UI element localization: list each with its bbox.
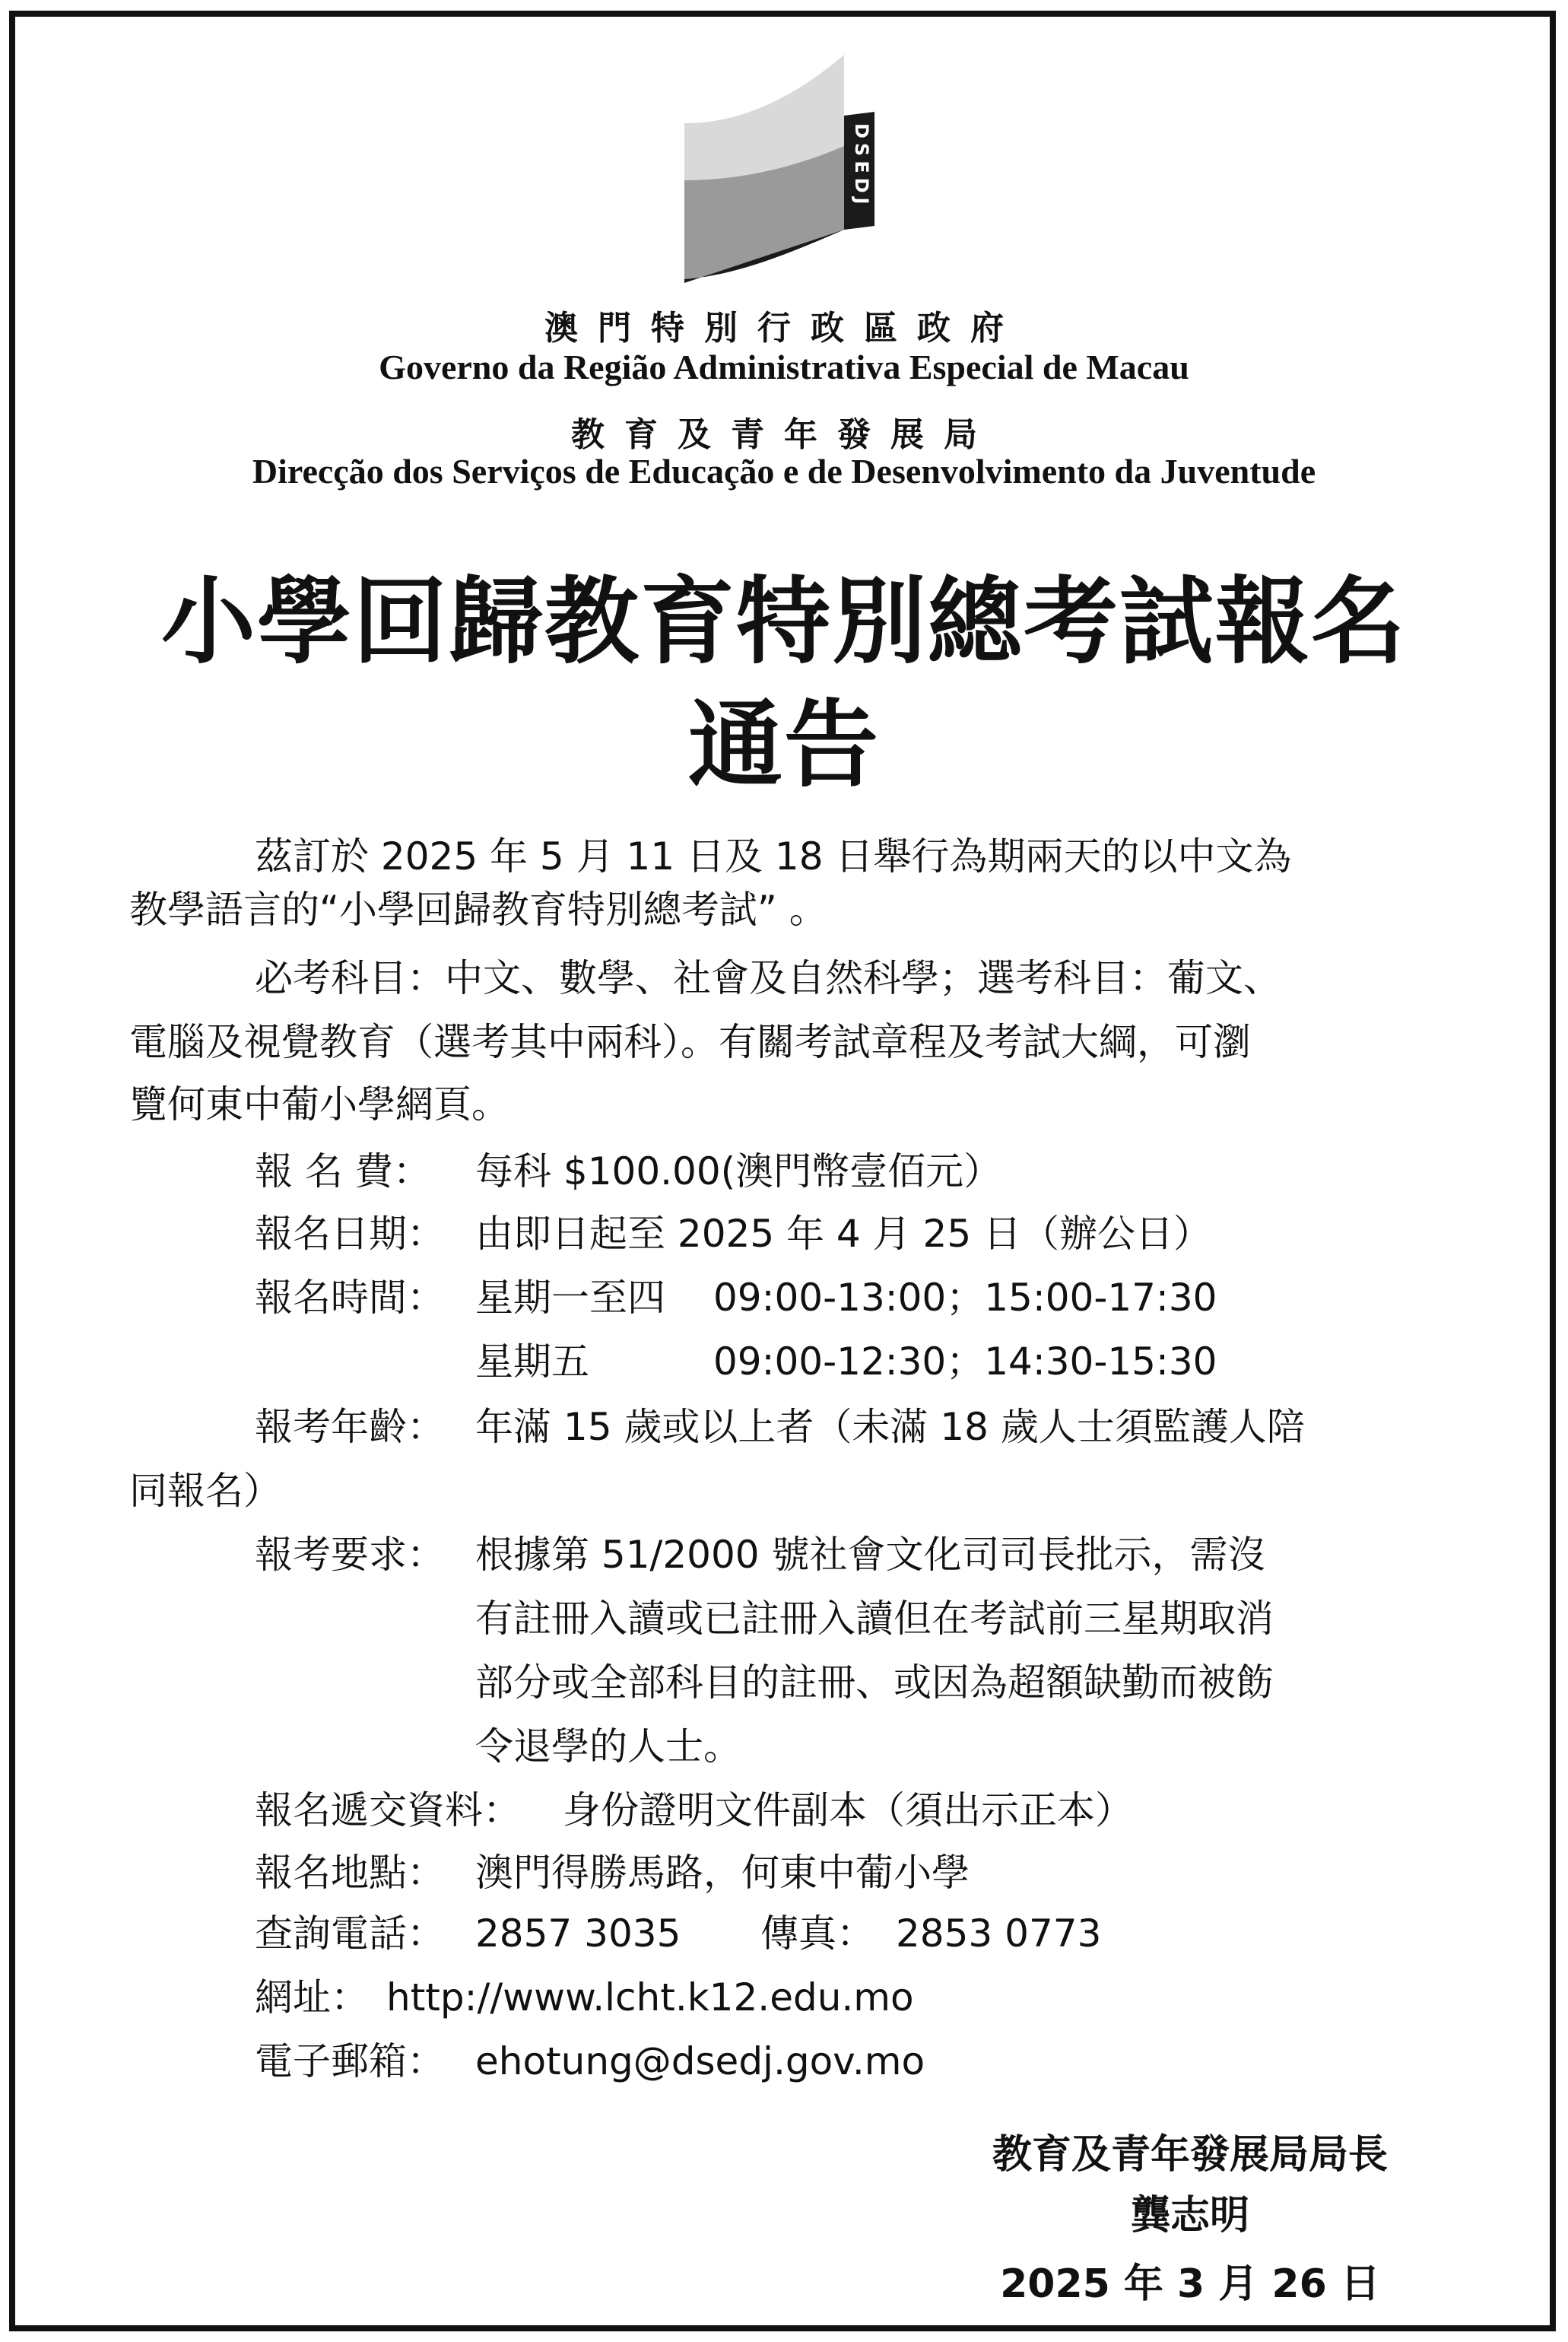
subjects-line-3: 覽何東中葡小學網頁。 bbox=[129, 1082, 509, 1127]
intro-line-2: 教學語言的“小學回歸教育特別總考試” 。 bbox=[129, 888, 827, 932]
documents-label: 報名遞交資料： bbox=[255, 1788, 521, 1832]
intro-line-1: 茲訂於 2025 年 5 月 11 日及 18 日舉行為期兩天的以中文為 bbox=[255, 834, 1292, 879]
age-value-line-2: 同報名） bbox=[129, 1469, 281, 1513]
time-days-weekday: 星期一至四 bbox=[475, 1276, 665, 1320]
date-label: 報名日期： bbox=[255, 1212, 445, 1256]
email-label: 電子郵箱： bbox=[255, 2039, 445, 2083]
signatory-name: 龔志明 bbox=[1130, 2193, 1249, 2239]
phone-label: 查詢電話： bbox=[255, 1911, 445, 1956]
signatory-office: 教育及青年發展局局長 bbox=[992, 2132, 1388, 2178]
place-label: 報名地點： bbox=[255, 1851, 445, 1895]
gov-name-zh: 澳門特別行政區政府 bbox=[544, 309, 1024, 348]
requirements-label: 報考要求： bbox=[255, 1533, 445, 1577]
requirements-line-4: 令退學的人士。 bbox=[475, 1724, 741, 1768]
time-label: 報名時間： bbox=[255, 1276, 445, 1320]
dsedj-logo-icon bbox=[684, 55, 905, 283]
subjects-line-1: 必考科目：中文、數學、社會及自然科學；選考科目：葡文、 bbox=[255, 956, 1281, 1000]
requirements-line-3: 部分或全部科目的註冊、或因為超額缺勤而被飭 bbox=[475, 1660, 1274, 1705]
fax-value: 2853 0773 bbox=[896, 1911, 1102, 1956]
requirements-line-2: 有註冊入讀或已註冊入讀但在考試前三星期取消 bbox=[475, 1597, 1274, 1641]
time-days-friday: 星期五 bbox=[475, 1339, 589, 1384]
time-hours-friday: 09:00-12:30；14:30-15:30 bbox=[713, 1339, 1217, 1384]
subjects-line-2: 電腦及視覺教育（選考其中兩科）。有關考試章程及考試大綱，可瀏 bbox=[129, 1020, 1251, 1064]
fee-value: 每科 $100.00(澳門幣壹佰元） bbox=[475, 1149, 1002, 1193]
fax-label: 傳真： bbox=[760, 1911, 874, 1956]
dept-name-pt: Direcção dos Serviços de Educação e de Desenvolvimento da Juventude bbox=[252, 452, 1316, 491]
requirements-line-1: 根據第 51/2000 號社會文化司司長批示，需沒 bbox=[475, 1533, 1266, 1577]
website-label: 網址： bbox=[255, 1975, 369, 2019]
notice-title: 小學回歸教育特別總考試報名 bbox=[160, 567, 1407, 677]
date-value: 由即日起至 2025 年 4 月 25 日（辦公日） bbox=[475, 1212, 1212, 1256]
place-value: 澳門得勝馬路，何東中葡小學 bbox=[475, 1851, 970, 1895]
age-label: 報考年齡： bbox=[255, 1405, 445, 1449]
dept-name-zh: 教育及青年發展局 bbox=[571, 415, 997, 454]
age-value-line-1: 年滿 15 歲或以上者（未滿 18 歲人士須監護人陪 bbox=[475, 1405, 1305, 1449]
email-link[interactable]: ehotung@dsedj.gov.mo bbox=[475, 2039, 925, 2083]
notice-date: 2025 年 3 月 26 日 bbox=[1000, 2261, 1380, 2307]
notice-title-line2: 通告 bbox=[687, 691, 880, 800]
phone-value: 2857 3035 bbox=[475, 1911, 681, 1956]
gov-name-pt: Governo da Região Administrativa Especial de Macau bbox=[379, 348, 1189, 386]
logo-text: DSEDJ bbox=[851, 123, 872, 209]
website-link[interactable]: http://www.lcht.k12.edu.mo bbox=[386, 1975, 914, 2019]
time-hours-weekday: 09:00-13:00；15:00-17:30 bbox=[713, 1276, 1217, 1320]
fee-label: 報 名 費： bbox=[255, 1149, 431, 1193]
documents-value: 身份證明文件副本（須出示正本） bbox=[563, 1788, 1133, 1832]
